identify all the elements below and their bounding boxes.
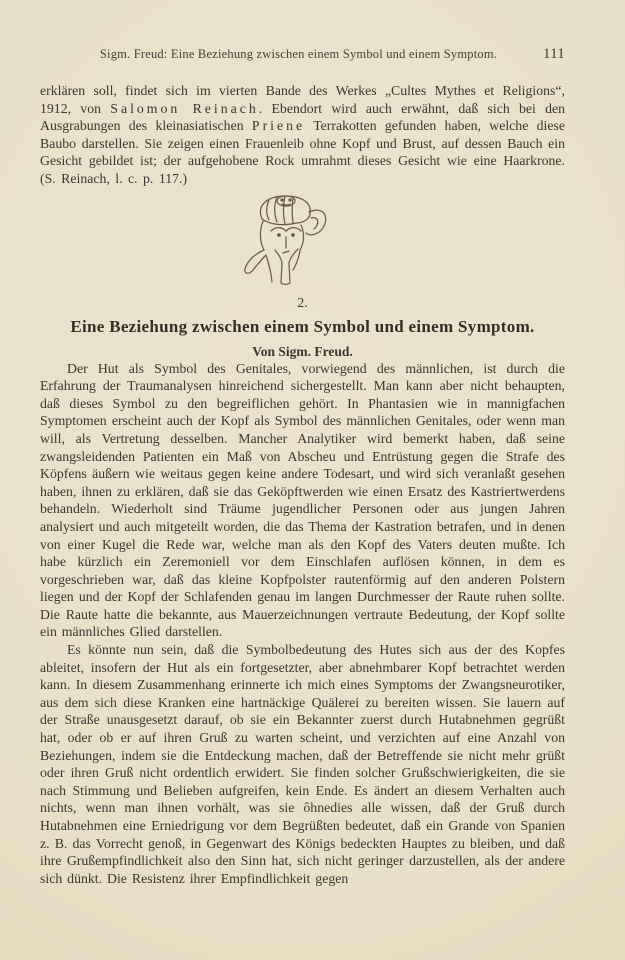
author-name-spaced: Salomon Reinach	[110, 100, 259, 116]
byline: Von Sigm. Freud.	[252, 343, 353, 359]
intro-text-1: erklären soll, findet sich im vierten Bande des Werkes „Cultes Mythes et Religions“, 1912, von	[40, 83, 565, 116]
baubo-figurine-drawing	[234, 192, 340, 288]
intro-text-2: . Ebendort wird auch erwähnt, daß sich bei den Ausgrabungen des kleinasiatischen	[40, 100, 566, 134]
intro-text-3: Terrakotten gefunden haben, welche diese Baubo darstellen. Sie zeigen einen Frauenleib ohne Kopf und Brust, auf dessen Bauch ein Gesicht gebildet ist; der aufgehobene Rock umrahmt dieses Gesicht wie eine Haarkrone. (S. Reinach, l. c. p. 117.)	[40, 118, 565, 186]
section-title: Eine Beziehung zwischen einem Symbol und einem Symptom.	[70, 316, 535, 336]
section-number: 2.	[297, 295, 308, 311]
body-paragraph-1: Der Hut als Symbol des Genitales, vorwiegend des männlichen, ist durch die Erfahrung der Traumanalysen hinreichend sichergestellt. Man kann aber nicht behaupten, daß dieses Symbol zu den begreiflichen gehört. In Phantasien wie in mannigfachen Symptomen erscheint auch der Kopf als Symbol des männlichen Genitales, oder wenn man will, als Vertretung desselben. Mancher Analytiker wird bemerkt haben, daß seine zwangsleidenden Patienten ein Maß von Abscheu und Entrüstung gegen die Strafe des Köpfens äußern wie weitaus gegen keine andere Todesart, und wird sich veranlaßt gesehen haben, ihnen zu erklären, daß sie das Geköpftwerden wie einen Ersatz des Kastriertwerdens behandeln. Wiederholt sind Träume jugendlicher Personen oder aus jungen Jahren analysiert und auch mitgeteilt worden, die das Thema der Kastration betrafen, und in denen von einer Kugel die Rede war, welche man als den Kopf des Vaters deuten mußte. Ich habe kürzlich ein Zeremoniell vor dem Einschlafen auflösen können, in dem es vorgeschrieben war, daß das kleine Kopfpolster rautenförmig auf den anderen Polstern liegen und der Kopf der Schlafenden genau im langen Durchmesser der Raute ruhen sollte. Die Raute hatte die bekannte, aus Mauerzeichnungen vertraute Bedeutung, der Kopf sollte ein männliches Glied darstellen.	[40, 360, 565, 640]
baubo-figure	[24, 192, 549, 288]
running-header	[40, 46, 565, 63]
running-title: Sigm. Freud: Eine Beziehung zwischen einem Symbol und einem Symptom.	[99, 47, 498, 61]
body-paragraph-2: Es könnte nun sein, daß die Symbolbedeutung des Hutes sich aus der des Kopfes ableitet, insofern der Hut als ein fortgesetzter, aber abnehmbarer Kopf betrachtet werden kann. In diesem Zusammenhang erinnerte ich mich eines Symptoms der Zwangsneurotiker, aus dem sich diese Kranken eine hartnäckige Quälerei zu bereiten wissen. Sie lauern auf der Straße unausgesetzt darauf, ob sie ein Bekannter zuerst durch Hutabnehmen gegrüßt hat, oder ob er auf ihren Gruß zu warten scheint, und verzichten auf eine Anzahl von Beziehungen, indem sie die Entdeckung machen, daß der Betreffende sie nicht mehr grüßt oder ihren Gruß nicht ordentlich erwidert. Sie finden solcher Grußschwierigkeiten, die sie nach Stimmung und Belieben aufgreifen, kein Ende. Es ändert an diesem Verhalten auch nichts, wenn man ihnen vorhält, was sie ôhnedies alle wissen, daß der Gruß durch Hutabnehmen eine Erniedrigung vor dem Begrüßten bedeutet, daß ein Grande von Spanien z. B. das Vorrecht genoß, in Gegenwart des Königs bedeckten Hauptes zu bleiben, und daß ihre Grußempfindlichkeit also den Sinn hat, sich nicht geringer darzustellen, als der andere sich dünkt. Die Resistenz ihrer Empfindlichkeit gegen	[40, 642, 565, 886]
place-name-spaced: Priene	[251, 118, 306, 134]
page-number: 111	[543, 46, 565, 62]
intro-paragraph	[40, 82, 565, 188]
